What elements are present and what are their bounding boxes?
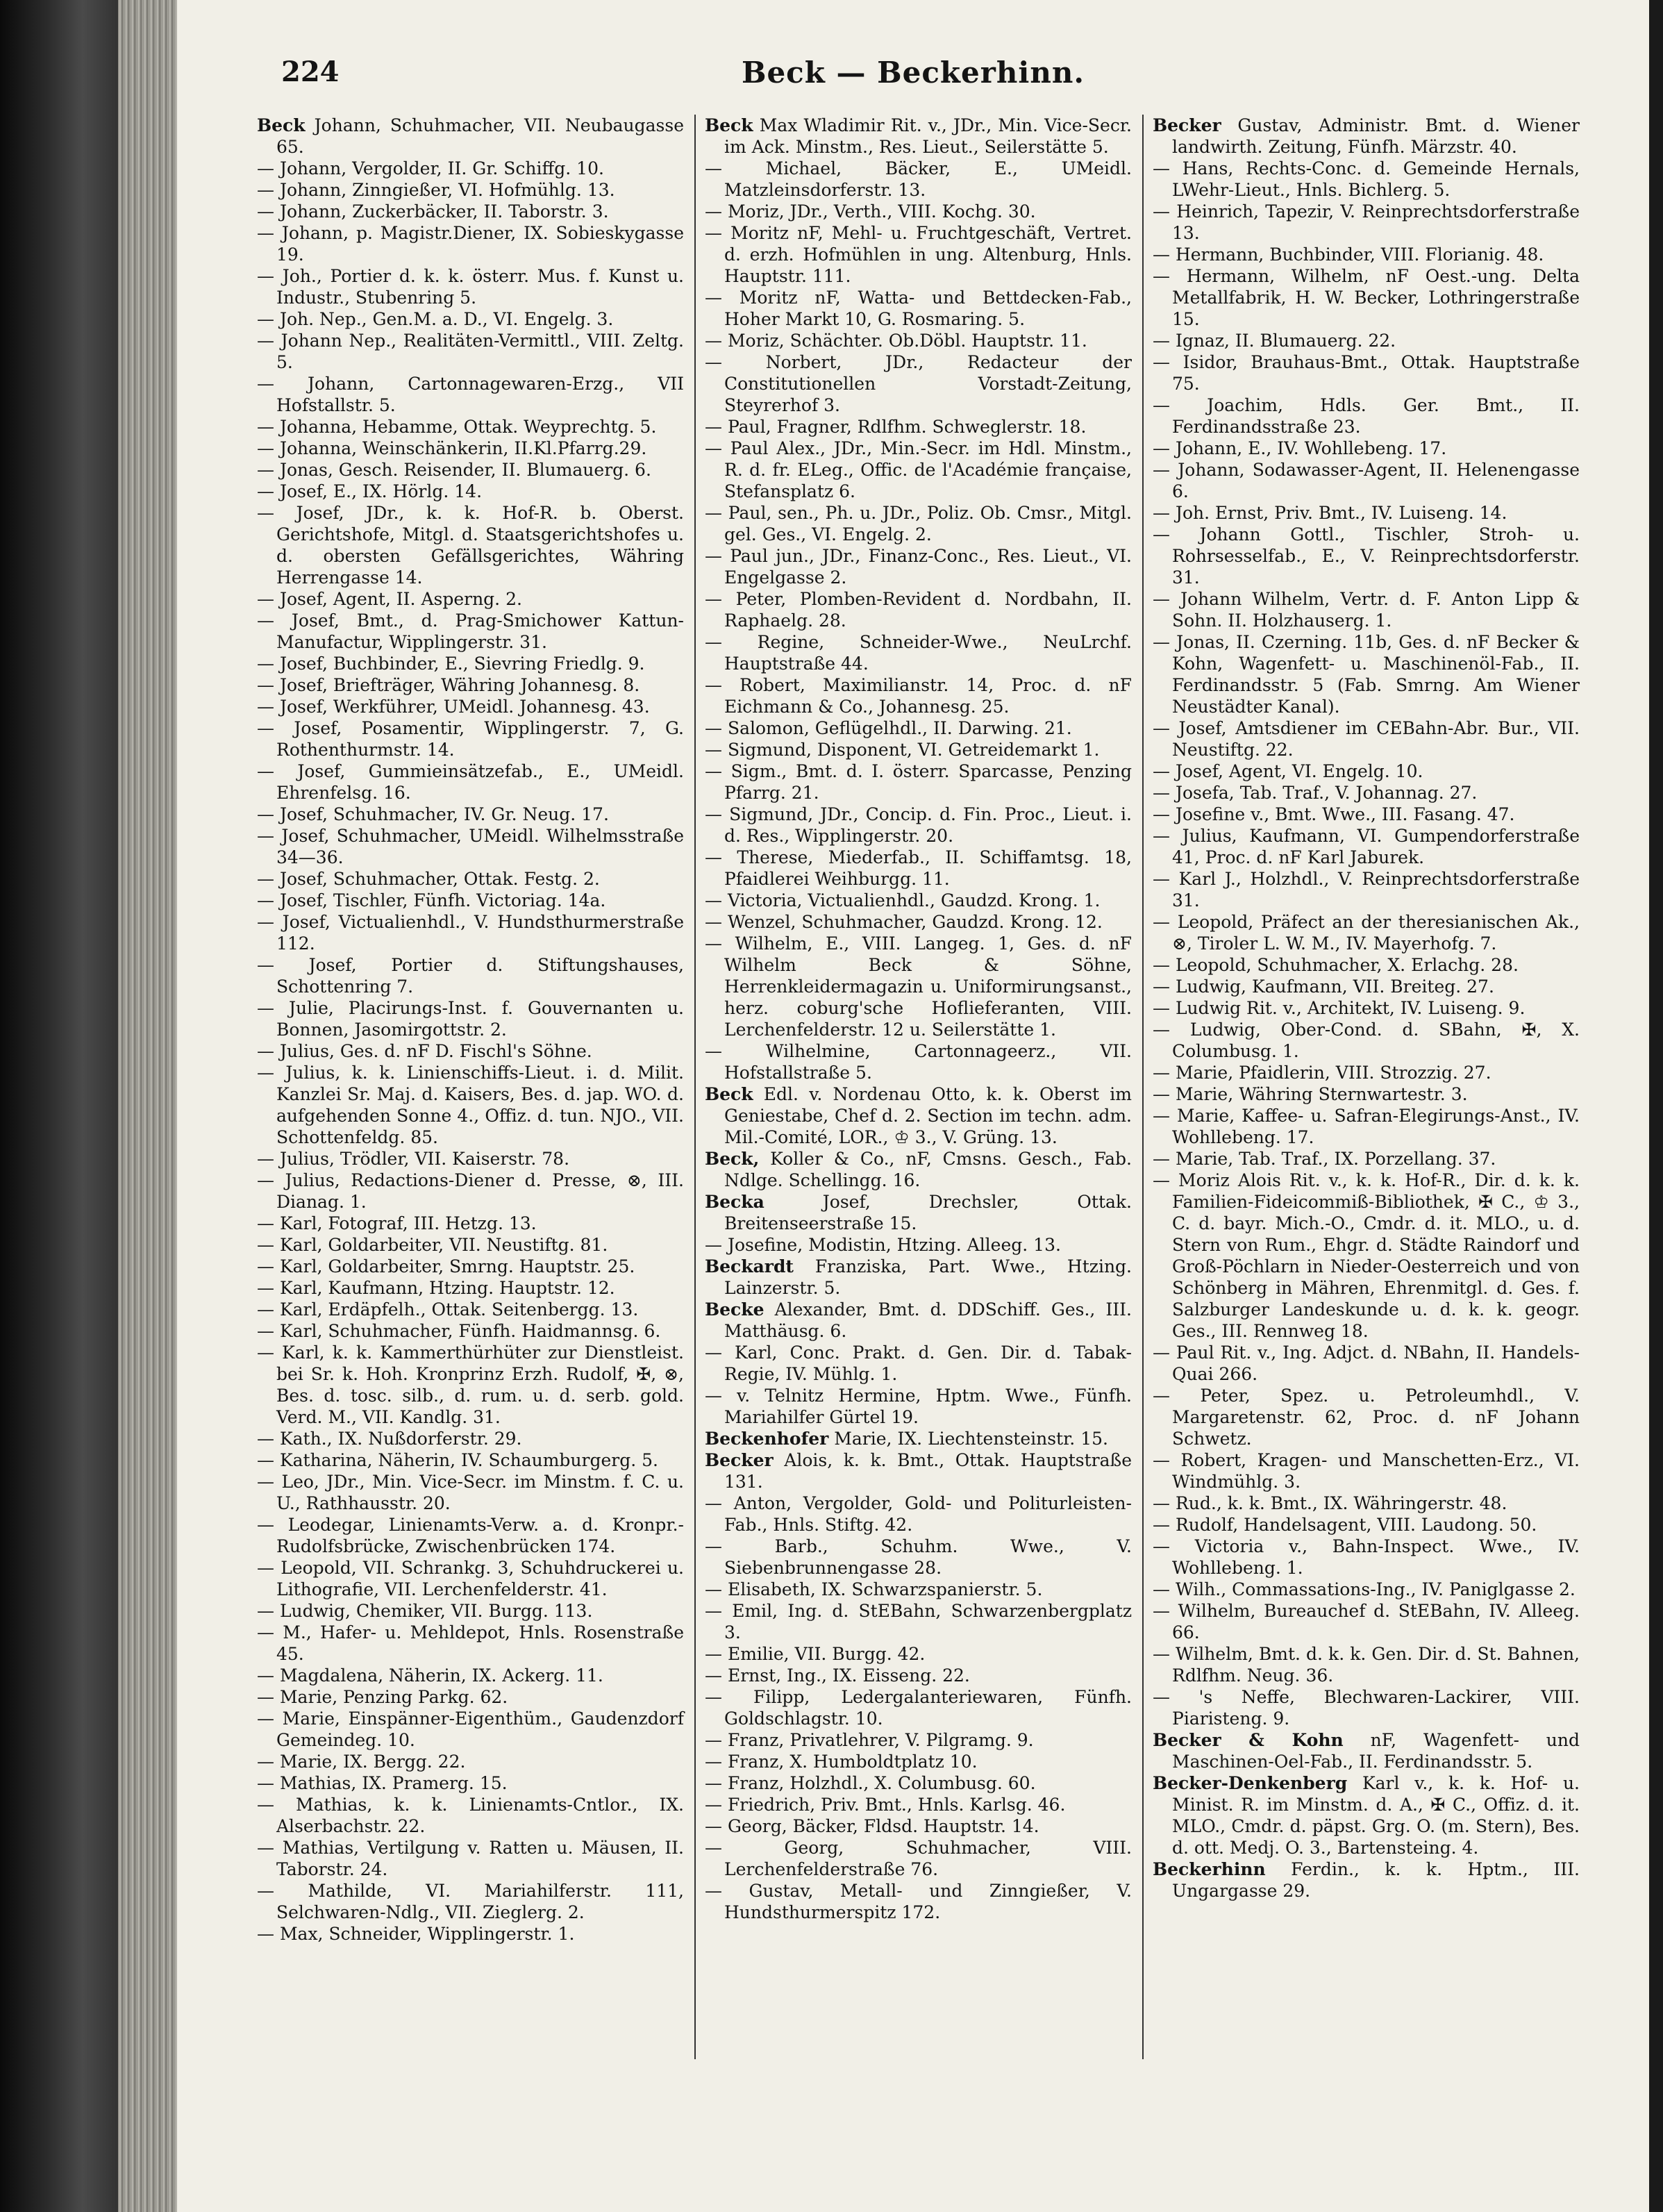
- directory-entry: Beck Edl. v. Nordenau Otto, k. k. Oberst im Geniestabe, Chef d. 2. Section im techn. adm. Mil.-Comité, LOR., ♔ 3., V. Grüng. 13.: [705, 1084, 1132, 1147]
- directory-entry: — Hermann, Wilhelm, nF Oest.-ung. Delta Metallfabrik, H. W. Becker, Lothringerstraße 15.: [1153, 266, 1580, 329]
- directory-entry: — Josef, Schuhmacher, IV. Gr. Neug. 17.: [257, 804, 609, 824]
- directory-entry: — Paul Rit. v., Ing. Adjct. d. NBahn, II. Handels-Quai 266.: [1153, 1342, 1580, 1384]
- directory-entry: — Franz, X. Humboldtplatz 10.: [705, 1752, 978, 1772]
- directory-entry: — Johann, Sodawasser-Agent, II. Helenengasse 6.: [1153, 460, 1580, 501]
- directory-entry: — 's Neffe, Blechwaren-Lackirer, VIII. Piaristeng. 9.: [1153, 1687, 1580, 1729]
- directory-entry: Beckardt Franziska, Part. Wwe., Htzing. Lainzerstr. 5.: [705, 1256, 1132, 1298]
- page-header: [198, 56, 1628, 97]
- directory-entry: — Paul, sen., Ph. u. JDr., Poliz. Ob. Cmsr., Mitgl. gel. Ges., VI. Engelg. 2.: [705, 503, 1132, 544]
- directory-entry: — Victoria v., Bahn-Inspect. Wwe., IV. Wohllebeng. 1.: [1153, 1536, 1580, 1578]
- directory-entry: — Heinrich, Tapezir, V. Reinprechtsdorferstraße 13.: [1153, 201, 1580, 243]
- directory-entry: Beck Max Wladimir Rit. v., JDr., Min. Vice-Secr. im Ack. Minstm., Res. Lieut., Seilerstätte 5.: [705, 115, 1132, 157]
- directory-entry: — Johann Nep., Realitäten-Vermittl., VIII. Zeltg. 5.: [257, 331, 684, 372]
- directory-entry: — M., Hafer- u. Mehldepot, Hnls. Rosenstraße 45.: [257, 1622, 684, 1664]
- directory-entry: — Julie, Placirungs-Inst. f. Gouvernanten u. Bonnen, Jasomirgottstr. 2.: [257, 998, 684, 1040]
- directory-entry: — Hermann, Buchbinder, VIII. Florianig. 48.: [1153, 244, 1544, 265]
- directory-entry: — Peter, Spez. u. Petroleumhdl., V. Margaretenstr. 62, Proc. d. nF Johann Schwetz.: [1153, 1386, 1580, 1449]
- directory-entry: — Mathias, IX. Pramerg. 15.: [257, 1773, 508, 1793]
- directory-entry: — Georg, Schuhmacher, VIII. Lerchenfelderstraße 76.: [705, 1838, 1132, 1879]
- directory-entry: — Leodegar, Linienamts-Verw. a. d. Kronpr.-Rudolfsbrücke, Zwischenbrücken 174.: [257, 1515, 684, 1556]
- directory-entry: — Regine, Schneider-Wwe., NeuLrchf. Hauptstraße 44.: [705, 632, 1132, 674]
- directory-entry: — Josef, Schuhmacher, Ottak. Festg. 2.: [257, 869, 600, 889]
- directory-entry: — Paul, Fragner, Rdlfhm. Schweglerstr. 18.: [705, 417, 1087, 437]
- directory-entry: — Marie, Pfaidlerin, VIII. Strozzig. 27.: [1153, 1063, 1491, 1083]
- directory-entry: — Ignaz, II. Blumauerg. 22.: [1153, 331, 1396, 351]
- directory-entry: — Barb., Schuhm. Wwe., V. Siebenbrunnengasse 28.: [705, 1536, 1132, 1578]
- directory-entry: — Karl, Schuhmacher, Fünfh. Haidmannsg. 6.: [257, 1321, 661, 1341]
- directory-entry: — Johann Gottl., Tischler, Stroh- u. Rohrsesselfab., E., V. Reinprechtsdorferstr. 31.: [1153, 524, 1580, 588]
- directory-entry: — Josef, Portier d. Stiftungshauses, Schottenring 7.: [257, 955, 684, 997]
- directory-entry: — Moriz Alois Rit. v., k. k. Hof-R., Dir. d. k. k. Familien-Fideicommiß-Bibliothek, ✠ C., ♔ 3., C. d. bayr. Mich.-O., Cmdr. d. it. MLO., u. d. Stern von Rum., Ehgr. d. Städte Raindorf und Groß-Pöchlarn in Nieder-Oesterreich und von Schönberg in Mähren, Ehrenmitgl. d. Ges. f. Salzburger Landeskunde u. d. k. k. geogr. Ges., III. Rennweg 18.: [1153, 1170, 1580, 1341]
- directory-entry: — Rud., k. k. Bmt., IX. Währingerstr. 48.: [1153, 1493, 1507, 1513]
- directory-entry: — Josef, Victualienhdl., V. Hundsthurmerstraße 112.: [257, 912, 684, 954]
- directory-entry: — Wilhelm, Bmt. d. k. k. Gen. Dir. d. St. Bahnen, Rdlfhm. Neug. 36.: [1153, 1644, 1580, 1686]
- directory-entry: — Johanna, Weinschänkerin, II.Kl.Pfarrg.29.: [257, 438, 647, 458]
- directory-entry: — Elisabeth, IX. Schwarzspanierstr. 5.: [705, 1579, 1043, 1599]
- directory-entry: — Josef, Buchbinder, E., Sievring Friedlg. 9.: [257, 654, 645, 674]
- directory-entry: — Mathilde, VI. Mariahilferstr. 111, Selchwaren-Ndlg., VII. Zieglerg. 2.: [257, 1881, 684, 1922]
- directory-entry: — Johann, Zuckerbäcker, II. Taborstr. 3.: [257, 201, 609, 222]
- directory-entry: — Johann Wilhelm, Vertr. d. F. Anton Lipp & Sohn. II. Holzhauserg. 1.: [1153, 589, 1580, 631]
- directory-entry: — Salomon, Geflügelhdl., II. Darwing. 21.: [705, 718, 1072, 738]
- directory-entry: — Julius, Redactions-Diener d. Presse, ⊗, III. Dianag. 1.: [257, 1170, 684, 1212]
- entry-surname: Becker-Denkenberg: [1153, 1773, 1348, 1793]
- directory-entry: — Norbert, JDr., Redacteur der Constitutionellen Vorstadt-Zeitung, Steyrerhof 3.: [705, 352, 1132, 415]
- directory-entry: — Josef, Bmt., d. Prag-Smichower Kattun-Manufactur, Wipplingerstr. 31.: [257, 610, 684, 652]
- entry-surname: Beck: [257, 115, 306, 135]
- directory-entry: — Wilhelm, Bureauchef d. StEBahn, IV. Alleeg. 66.: [1153, 1601, 1580, 1643]
- directory-entry: — Filipp, Ledergalanteriewaren, Fünfh. Goldschlagstr. 10.: [705, 1687, 1132, 1729]
- directory-entry: — Joh. Nep., Gen.M. a. D., VI. Engelg. 3.: [257, 309, 614, 329]
- directory-entry: — Jonas, Gesch. Reisender, II. Blumauerg. 6.: [257, 460, 651, 480]
- directory-entry: — Julius, Trödler, VII. Kaiserstr. 78.: [257, 1149, 570, 1169]
- entry-surname: Becker: [1153, 115, 1221, 135]
- directory-entry: — Johann, Vergolder, II. Gr. Schiffg. 10.: [257, 158, 604, 178]
- directory-entry: — Peter, Plomben-Revident d. Nordbahn, II. Raphaelg. 28.: [705, 589, 1132, 631]
- directory-entry: — Emilie, VII. Burgg. 42.: [705, 1644, 926, 1664]
- directory-entry: — Leopold, VII. Schrankg. 3, Schuhdruckerei u. Lithografie, VII. Lerchenfelderstr. 41.: [257, 1558, 684, 1599]
- directory-entry: — Joachim, Hdls. Ger. Bmt., II. Ferdinandsstraße 23.: [1153, 395, 1580, 437]
- directory-entry: — Wilhelmine, Cartonnageerz., VII. Hofstallstraße 5.: [705, 1041, 1132, 1083]
- directory-entry: — Joh., Portier d. k. k. österr. Mus. f. Kunst u. Industr., Stubenring 5.: [257, 266, 684, 308]
- directory-entry: Becker & Kohn nF, Wagenfett- und Maschinen-Oel-Fab., II. Ferdinandsstr. 5.: [1153, 1730, 1580, 1772]
- directory-entry: — Marie, Kaffee- u. Safran-Elegirungs-Anst., IV. Wohllebeng. 17.: [1153, 1106, 1580, 1147]
- directory-entry: Becke Alexander, Bmt. d. DDSchiff. Ges., III. Matthäusg. 6.: [705, 1299, 1132, 1341]
- directory-entry: — Josef, Briefträger, Währing Johannesg. 8.: [257, 675, 640, 695]
- directory-entry: — Sigmund, JDr., Concip. d. Fin. Proc., Lieut. i. d. Res., Wipplingerstr. 20.: [705, 804, 1132, 846]
- directory-entry: — Johann, Zinngießer, VI. Hofmühlg. 13.: [257, 180, 615, 200]
- directory-entry: — Josef, Amtsdiener im CEBahn-Abr. Bur., VII. Neustiftg. 22.: [1153, 718, 1580, 760]
- entry-surname: Beck: [705, 115, 753, 135]
- directory-entry: — Ludwig, Ober-Cond. d. SBahn, ✠, X. Columbusg. 1.: [1153, 1020, 1580, 1061]
- directory-entry: — Moriz, Schächter. Ob.Döbl. Hauptstr. 11.: [705, 331, 1087, 351]
- running-title: Beck — Beckerhinn.: [741, 56, 1085, 90]
- directory-entry: — Isidor, Brauhaus-Bmt., Ottak. Hauptstraße 75.: [1153, 352, 1580, 394]
- directory-entry: — Leo, JDr., Min. Vice-Secr. im Minstm. f. C. u. U., Rathhausstr. 20.: [257, 1472, 684, 1513]
- directory-entry: — Michael, Bäcker, E., UMeidl. Matzleinsdorferstr. 13.: [705, 158, 1132, 200]
- directory-entry: — Josef, Agent, II. Asperng. 2.: [257, 589, 522, 609]
- directory-entry: — Moriz, JDr., Verth., VIII. Kochg. 30.: [705, 201, 1036, 222]
- directory-entry: — Robert, Kragen- und Manschetten-Erz., VI. Windmühlg. 3.: [1153, 1450, 1580, 1492]
- directory-entry: — Marie, Einspänner-Eigenthüm., Gaudenzdorf Gemeindeg. 10.: [257, 1708, 684, 1750]
- column-3: [1153, 115, 1580, 1902]
- directory-entry: Becker Gustav, Administr. Bmt. d. Wiener landwirth. Zeitung, Fünfh. Märzstr. 40.: [1153, 115, 1580, 157]
- directory-entry: — Josef, Posamentir, Wipplingerstr. 7, G. Rothenthurmstr. 14.: [257, 718, 684, 760]
- directory-entry: — Paul Alex., JDr., Min.-Secr. im Hdl. Minstm., R. d. fr. ELeg., Offic. de l'Académie française, Stefansplatz 6.: [705, 438, 1132, 501]
- directory-entry: — Georg, Bäcker, Fldsd. Hauptstr. 14.: [705, 1816, 1039, 1836]
- directory-entry: — Karl, Conc. Prakt. d. Gen. Dir. d. Tabak-Regie, IV. Mühlg. 1.: [705, 1342, 1132, 1384]
- directory-entry: Becka Josef, Drechsler, Ottak. Breitenseerstraße 15.: [705, 1192, 1132, 1233]
- directory-entry: — Josef, Werkführer, UMeidl. Johannesg. 43.: [257, 697, 650, 717]
- directory-entry: Becker Alois, k. k. Bmt., Ottak. Hauptstraße 131.: [705, 1450, 1132, 1492]
- directory-page: [177, 0, 1649, 2212]
- directory-entry: — Johann, p. Magistr.Diener, IX. Sobieskygasse 19.: [257, 223, 684, 265]
- directory-entry: — Franz, Privatlehrer, V. Pilgramg. 9.: [705, 1730, 1034, 1750]
- directory-entry: Beck Johann, Schuhmacher, VII. Neubaugasse 65.: [257, 115, 684, 157]
- directory-entry: — Anton, Vergolder, Gold- und Politurleisten-Fab., Hnls. Stiftg. 42.: [705, 1493, 1132, 1535]
- entry-surname: Beckardt: [705, 1256, 794, 1277]
- directory-entry: — Karl, k. k. Kammerthürhüter zur Dienstleist. bei Sr. k. Hoh. Kronprinz Erzh. Rudolf, ✠, ⊗, Bes. d. tosc. silb., d. rum. u. d. serb. gold. Verd. M., VII. Kandlg. 31.: [257, 1342, 684, 1427]
- directory-entry: — Karl, Kaufmann, Htzing. Hauptstr. 12.: [257, 1278, 615, 1298]
- directory-entry: — Ludwig, Kaufmann, VII. Breiteg. 27.: [1153, 976, 1494, 997]
- directory-entry: — Wilhelm, E., VIII. Langeg. 1, Ges. d. nF Wilhelm Beck & Söhne, Herrenkleidermagazin u. Uniformirungsanst., herz. coburg'sche Hoflieferanten, VIII. Lerchenfelderstr. 12 u. Seilerstätte 1.: [705, 933, 1132, 1040]
- directory-entry: Becker-Denkenberg Karl v., k. k. Hof- u. Minist. R. im Minstm. d. A., ✠ C., Offiz. d. it. MLO., Cmdr. d. päpst. Grg. O. (m. Stern), Bes. d. ott. Medj. O. 3., Bartensteing. 4.: [1153, 1773, 1580, 1858]
- directory-entry: — Therese, Miederfab., II. Schiffamtsg. 18, Pfaidlerei Weihburgg. 11.: [705, 847, 1132, 889]
- entry-surname: Becker: [705, 1450, 774, 1470]
- directory-entry: Beckenhofer Marie, IX. Liechtensteinstr. 15.: [705, 1429, 1108, 1449]
- book-binding: [0, 0, 118, 2212]
- column-divider: [1142, 115, 1144, 2059]
- column-2: [705, 115, 1132, 1923]
- directory-entry: — Rudolf, Handelsagent, VIII. Laudong. 50.: [1153, 1515, 1537, 1535]
- directory-entry: — Karl, Goldarbeiter, Smrng. Hauptstr. 25.: [257, 1256, 635, 1277]
- directory-entry: — Ernst, Ing., IX. Eisseng. 22.: [705, 1665, 970, 1686]
- directory-entry: — Katharina, Näherin, IV. Schaumburgerg. 5.: [257, 1450, 658, 1470]
- directory-entry: — Karl, Fotograf, III. Hetzg. 13.: [257, 1213, 537, 1233]
- directory-entry: — Josef, JDr., k. k. Hof-R. b. Oberst. Gerichtshofe, Mitgl. d. Staatsgerichtshofes u. d. obersten Gefällsgerichtes, Währing Herrengasse 14.: [257, 503, 684, 588]
- directory-entry: — Mathias, k. k. Linienamts-Cntlor., IX. Alserbachstr. 22.: [257, 1795, 684, 1836]
- directory-entry: — Kath., IX. Nußdorferstr. 29.: [257, 1429, 522, 1449]
- directory-entry: — Leopold, Schuhmacher, X. Erlachg. 28.: [1153, 955, 1519, 975]
- directory-entry: — Ludwig, Chemiker, VII. Burgg. 113.: [257, 1601, 593, 1621]
- directory-entry: — Magdalena, Näherin, IX. Ackerg. 11.: [257, 1665, 603, 1686]
- entry-surname: Becker & Kohn: [1153, 1730, 1344, 1750]
- directory-entry: — Max, Schneider, Wipplingerstr. 1.: [257, 1924, 575, 1944]
- directory-entry: — Josef, E., IX. Hörlg. 14.: [257, 481, 483, 501]
- directory-entry: — Wilh., Commassations-Ing., IV. Paniglgasse 2.: [1153, 1579, 1576, 1599]
- directory-entry: — Karl J., Holzhdl., V. Reinprechtsdorferstraße 31.: [1153, 869, 1580, 910]
- directory-entry: — Joh. Ernst, Priv. Bmt., IV. Luiseng. 14.: [1153, 503, 1507, 523]
- entry-surname: Beck: [705, 1084, 753, 1104]
- directory-entry: — Victoria, Victualienhdl., Gaudzd. Krong. 1.: [705, 890, 1101, 910]
- directory-entry: — Karl, Goldarbeiter, VII. Neustiftg. 81.: [257, 1235, 608, 1255]
- directory-entry: — Marie, Penzing Parkg. 62.: [257, 1687, 508, 1707]
- directory-entry: — Moritz nF, Watta- und Bettdecken-Fab., Hoher Markt 10, G. Rosmaring. 5.: [705, 288, 1132, 329]
- entry-surname: Becke: [705, 1299, 764, 1320]
- directory-entry: — Franz, Holzhdl., X. Columbusg. 60.: [705, 1773, 1036, 1793]
- directory-entry: — Josef, Tischler, Fünfh. Victoriag. 14a.: [257, 890, 606, 910]
- directory-entry: — Wenzel, Schuhmacher, Gaudzd. Krong. 12.: [705, 912, 1103, 932]
- directory-entry: — Marie, Währing Sternwartestr. 3.: [1153, 1084, 1468, 1104]
- directory-entry: — Josefine, Modistin, Htzing. Alleeg. 13.: [705, 1235, 1061, 1255]
- directory-entry: Beckerhinn Ferdin., k. k. Hptm., III. Ungargasse 29.: [1153, 1859, 1580, 1901]
- directory-entry: — Sigm., Bmt. d. I. österr. Sparcasse, Penzing Pfarrg. 21.: [705, 761, 1132, 803]
- directory-entry: — Ludwig Rit. v., Architekt, IV. Luiseng. 9.: [1153, 998, 1526, 1018]
- directory-entry: — Josefa, Tab. Traf., V. Johannag. 27.: [1153, 783, 1478, 803]
- column-divider: [694, 115, 696, 2059]
- entry-surname: Beckerhinn: [1153, 1859, 1266, 1879]
- directory-entry: — Julius, k. k. Linienschiffs-Lieut. i. d. Milit. Kanzlei Sr. Maj. d. Kaisers, Bes. d. jap. WO. d. aufgehenden Sonne 4., Offiz. d. tun. NJO., VII. Schottenfeldg. 85.: [257, 1063, 684, 1147]
- directory-entry: — Mathias, Vertilgung v. Ratten u. Mäusen, II. Taborstr. 24.: [257, 1838, 684, 1879]
- page-edges: [118, 0, 181, 2212]
- entry-surname: Becka: [705, 1192, 764, 1212]
- directory-entry: — Hans, Rechts-Conc. d. Gemeinde Hernals, LWehr-Lieut., Hnls. Bichlerg. 5.: [1153, 158, 1580, 200]
- directory-entry: — Johann, Cartonnagewaren-Erzg., VII Hofstallstr. 5.: [257, 374, 684, 415]
- entry-surname: Beck,: [705, 1149, 760, 1169]
- directory-entry: — Friedrich, Priv. Bmt., Hnls. Karlsg. 46.: [705, 1795, 1066, 1815]
- directory-entry: — Emil, Ing. d. StEBahn, Schwarzenbergplatz 3.: [705, 1601, 1132, 1643]
- column-1: [257, 115, 684, 1945]
- directory-entry: — Johanna, Hebamme, Ottak. Weyprechtg. 5.: [257, 417, 657, 437]
- directory-entry: — Gustav, Metall- und Zinngießer, V. Hundsthurmerspitz 172.: [705, 1881, 1132, 1922]
- directory-entry: — v. Telnitz Hermine, Hptm. Wwe., Fünfh. Mariahilfer Gürtel 19.: [705, 1386, 1132, 1427]
- page-number: 224: [281, 56, 340, 88]
- directory-entry: — Jonas, II. Czerning. 11b, Ges. d. nF Becker & Kohn, Wagenfett- u. Maschinenöl-Fab., II. Ferdinandsstr. 5 (Fab. Smrng. Am Wiener Neustädter Kanal).: [1153, 632, 1580, 717]
- directory-entry: — Josef, Agent, VI. Engelg. 10.: [1153, 761, 1423, 781]
- directory-entry: Beck, Koller & Co., nF, Cmsns. Gesch., Fab. Ndlge. Schellingg. 16.: [705, 1149, 1132, 1190]
- directory-entry: — Johann, E., IV. Wohllebeng. 17.: [1153, 438, 1447, 458]
- directory-entry: — Julius, Ges. d. nF D. Fischl's Söhne.: [257, 1041, 592, 1061]
- directory-entry: — Julius, Kaufmann, VI. Gumpendorferstraße 41, Proc. d. nF Karl Jaburek.: [1153, 826, 1580, 867]
- directory-entry: — Josef, Schuhmacher, UMeidl. Wilhelmsstraße 34—36.: [257, 826, 684, 867]
- directory-entry: — Karl, Erdäpfelh., Ottak. Seitenbergg. 13.: [257, 1299, 639, 1320]
- entry-surname: Beckenhofer: [705, 1429, 829, 1449]
- directory-entry: — Josef, Gummieinsätzefab., E., UMeidl. Ehrenfelsg. 16.: [257, 761, 684, 803]
- directory-entry: — Sigmund, Disponent, VI. Getreidemarkt 1.: [705, 740, 1100, 760]
- directory-entry: — Marie, Tab. Traf., IX. Porzellang. 37.: [1153, 1149, 1496, 1169]
- directory-entry: — Moritz nF, Mehl- u. Fruchtgeschäft, Vertret. d. erzh. Hofmühlen in ung. Altenburg, Hnls. Hauptstr. 111.: [705, 223, 1132, 286]
- directory-entry: — Robert, Maximilianstr. 14, Proc. d. nF Eichmann & Co., Johannesg. 25.: [705, 675, 1132, 717]
- directory-entry: — Josefine v., Bmt. Wwe., III. Fasang. 47.: [1153, 804, 1515, 824]
- directory-entry: — Marie, IX. Bergg. 22.: [257, 1752, 466, 1772]
- directory-entry: — Leopold, Präfect an der theresianischen Ak., ⊗, Tiroler L. W. M., IV. Mayerhofg. 7.: [1153, 912, 1580, 954]
- directory-entry: — Paul jun., JDr., Finanz-Conc., Res. Lieut., VI. Engelgasse 2.: [705, 546, 1132, 588]
